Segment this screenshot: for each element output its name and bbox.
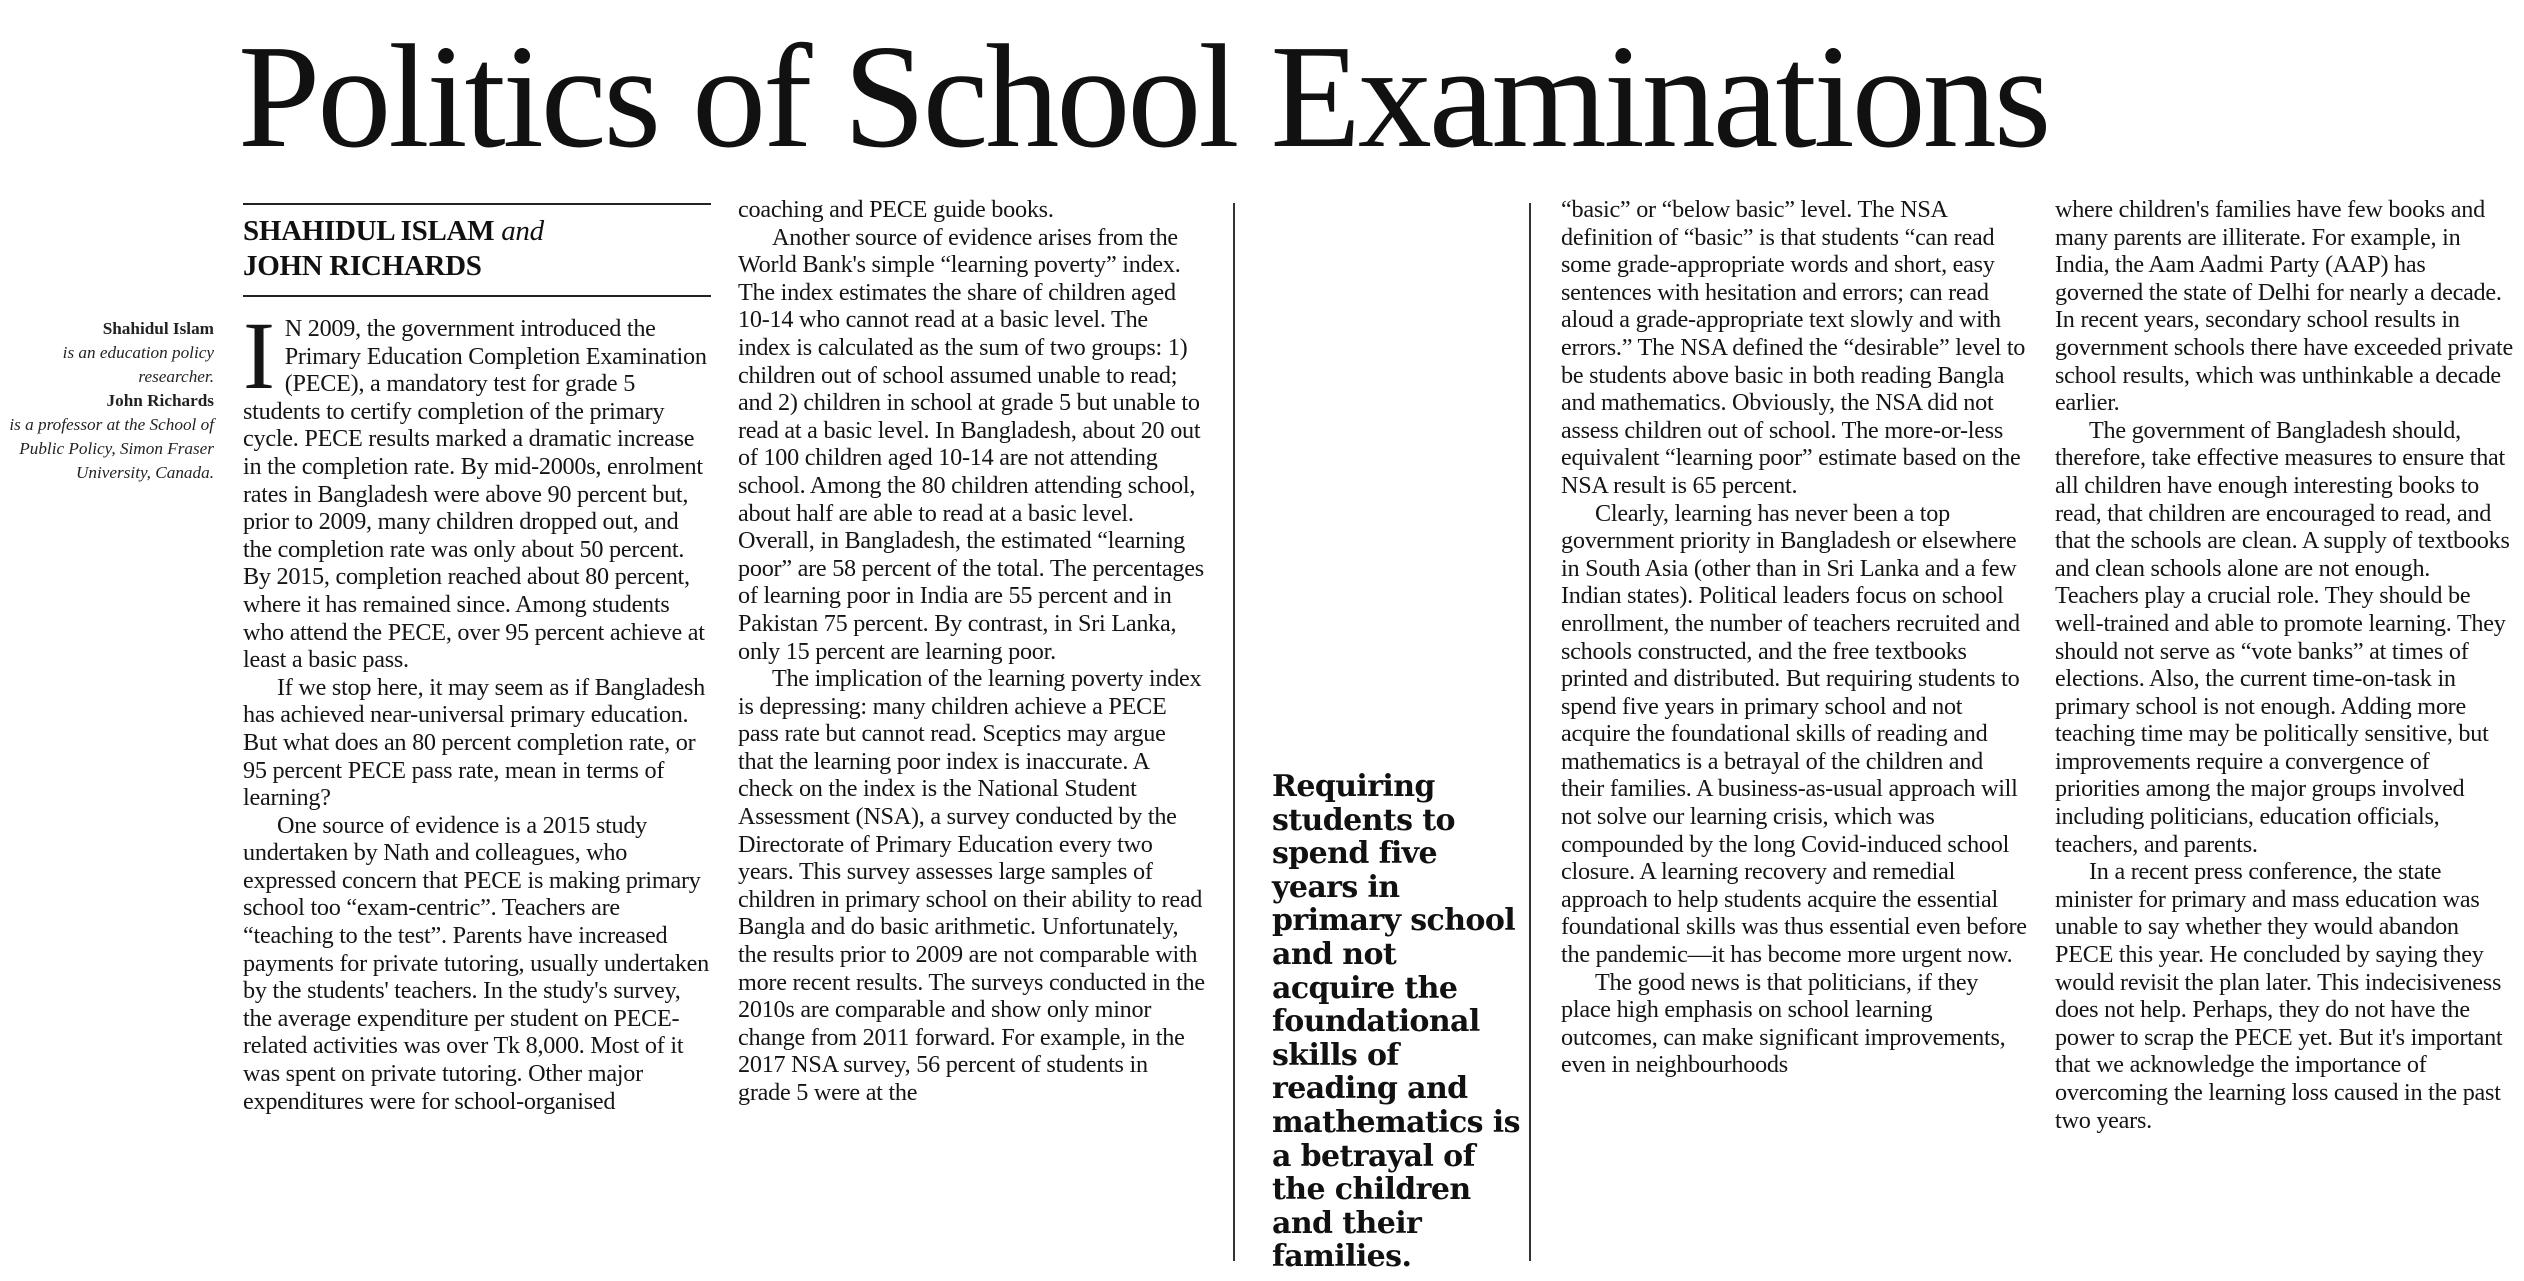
column-1-paragraph <box>243 302 711 674</box>
byline-top-rule <box>243 203 711 205</box>
column-2 <box>738 196 1206 1107</box>
bio-name-2: John Richards <box>106 391 214 410</box>
bio-desc-2: is a professor at the School of Public Policy, Simon Fraser University, Canada. <box>9 415 214 482</box>
column-4-paragraph-2: The government of Bangladesh should, therefore, take effective measures to ensure that all children have enough interesting books to read, that children are encouraged to read, and that the schools are clean. A supply of textbooks and clean schools alone are not enough. Teachers play a crucial role. They should be well-trained and able to promote learning. They should not serve as “vote banks” at times of elections. Also, the current time-on-task in primary school is not enough. Adding more teaching time may be politically sensitive, but improvements require a convergence of priorities among the major groups involved including politicians, education officials, teachers, and parents. <box>2055 416 2510 858</box>
column-3-paragraph-1: “basic” or “below basic” level. The NSA definition of “basic” is that students “can read some grade-appropriate words and short, easy sentences with hesitation and errors; can read aloud a grade-appropriate text slowly and with errors.” The NSA defined the “desirable” level to be students above basic in both reading Bangla and mathematics. Obviously, the NSA did not assess children out of school. The more-or-less equivalent “learning poor” estimate based on the NSA result is 65 percent. <box>1561 196 2026 499</box>
column-1-paragraph-1-text: N 2009, the government introduced the Primary Education Completion Examination (PECE), a mandatory test for grade 5 students to certify completion of the primary cycle. PECE results marked a dramatic increase in the completion rate. By mid-2000s, enrolment rates in Bangladesh were above 90 percent but, prior to 2009, many children dropped out, and the completion rate was only about 50 percent. By 2015, completion reached about 80 percent, where it has remained since. Among students who attend the PECE, over 95 percent achieve at least a basic pass. <box>243 315 707 674</box>
column-divider-left <box>1233 203 1235 1261</box>
column-3-paragraph-2: Clearly, learning has never been a top government priority in Bangladesh or elsewhere in South Asia (other than in Sri Lanka and a few Indian states). Political leaders focus on school enrollment, the number of teachers recruited and schools constructed, and the free textbooks printed and distributed. But requiring students to spend five years in primary school and not acquire the foundational skills of reading and mathematics is a betrayal of the children and their families. A business-as-usual approach will not solve our learning crisis, which was compounded by the long Covid-induced school closure. A learning recovery and remedial approach to help students acquire the essential foundational skills was thus essential even before the pandemic—it has become more urgent now. <box>1561 499 2027 969</box>
column-divider-right <box>1529 203 1531 1261</box>
column-4-paragraph-3: In a recent press conference, the state minister for primary and mass education was unable to say whether they would abandon PECE this year. He concluded by saying they would revisit the plan later. This indecisiveness does not help. Perhaps, they do not have the power to scrap the PECE yet. But it's important that we acknowledge the importance of overcoming the learning loss caused in the past two years. <box>2055 858 2503 1134</box>
column-3 <box>1561 196 2029 1079</box>
bio-desc-1: is an education policy researcher. <box>62 343 214 386</box>
headline: Politics of School Examinations <box>238 15 2049 179</box>
byline <box>243 214 713 284</box>
byline-conjunction: and <box>501 215 544 247</box>
author-bio <box>0 317 214 485</box>
column-1-paragraph-3: One source of evidence is a 2015 study undertaken by Nath and colleagues, who expressed concern that PECE is making primary school too “exam-centric”. Teachers are “teaching to the test”. Parents have increased payments for private tutoring, usually undertaken by the students' teachers. In the study's survey, the average expenditure per student on PECE-related activities was over Tk 8,000. Most of it was spent on private tutoring. Other major expenditures were for school-organised <box>243 811 709 1115</box>
bio-name-1: Shahidul Islam <box>102 319 214 338</box>
byline-bottom-rule <box>243 295 711 297</box>
author-2: JOHN RICHARDS <box>243 250 482 282</box>
drop-cap: I <box>243 302 275 409</box>
column-1 <box>243 302 711 1115</box>
column-4 <box>2055 196 2517 1134</box>
pull-quote: Requiring students to spend five years in primary school and not acquire the foundational skills of reading and mathematics is a betrayal of the children and their families. <box>1272 769 1520 1275</box>
column-2-paragraph-1: coaching and PECE guide books. <box>738 196 1054 223</box>
author-1: SHAHIDUL ISLAM <box>243 215 495 247</box>
column-2-paragraph-3: The implication of the learning poverty index is depressing: many children achieve a PECE pass rate but cannot read. Sceptics may argue that the learning poor index is inaccurate. A check on the index is the National Student Assessment (NSA), a survey conducted by the Directorate of Primary Education every two years. This survey assesses large samples of children in primary school on their ability to read Bangla and do basic arithmetic. Unfortunately, the results prior to 2009 are not comparable with more recent results. The surveys conducted in the 2010s are comparable and show only minor change from 2011 forward. For example, in the 2017 NSA survey, 56 percent of students in grade 5 were at the <box>738 665 1205 1106</box>
column-1-paragraph-2: If we stop here, it may seem as if Bangladesh has achieved near-universal primary education. But what does an 80 percent completion rate, or 95 percent PECE pass rate, mean in terms of learning? <box>243 673 706 812</box>
column-4-paragraph-1: where children's families have few books and many parents are illiterate. For example, in India, the Aam Aadmi Party (AAP) has governed the state of Delhi for nearly a decade. In recent years, secondary school results in government schools there have exceeded private school results, which was unthinkable a decade earlier. <box>2055 196 2513 417</box>
column-2-paragraph-2: Another source of evidence arises from the World Bank's simple “learning poverty” index. The index estimates the share of children aged 10-14 who cannot read at a basic level. The index is calculated as the sum of two groups: 1) children out of school assumed unable to read; and 2) children in school at grade 5 but unable to read at a basic level. In Bangladesh, about 20 out of 100 children aged 10-14 are not attending school. Among the 80 children attending school, about half are able to read at a basic level. Overall, in Bangladesh, the estimated “learning poor” are 58 percent of the total. The percentages of learning poor in India are 55 percent and in Pakistan 75 percent. By contrast, in Sri Lanka, only 15 percent are learning poor. <box>738 223 1204 665</box>
column-3-paragraph-3: The good news is that politicians, if they place high emphasis on school learning outcomes, can make significant improvements, even in neighbourhoods <box>1561 968 2006 1079</box>
